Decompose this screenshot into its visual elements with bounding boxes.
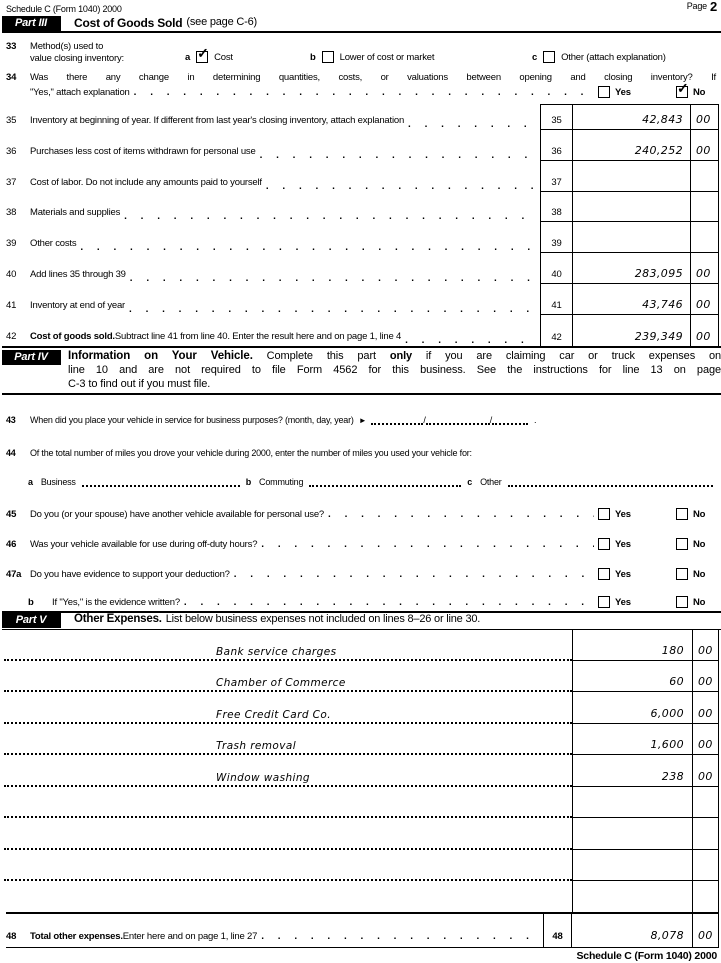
line35-amount-field[interactable]: 42,843 (573, 104, 690, 130)
expense-row (4, 818, 719, 850)
expense-row (4, 787, 719, 819)
expense-cents-field[interactable]: 00 (692, 661, 719, 693)
line44-number: 44 (6, 448, 16, 458)
expense-description-field[interactable] (4, 850, 572, 882)
expense-amount-field[interactable] (572, 850, 692, 882)
line42-description: Cost of goods sold. Subtract line 41 from line 40. Enter the result here and on page 1, line 4 (30, 331, 402, 342)
dot-leader (405, 335, 536, 346)
line37-number: 37 (6, 177, 17, 188)
part5-table (4, 629, 719, 913)
line37-description: Cost of labor. Do not include any amounts paid to yourself (30, 177, 262, 188)
cost-checkbox[interactable] (196, 51, 208, 63)
line45-yes-group (598, 508, 676, 520)
part4-header-bar (2, 346, 721, 395)
line46-no-group (676, 538, 719, 550)
line48-cents-field[interactable]: 00 (692, 914, 719, 947)
line36-description: Purchases less cost of items withdrawn for personal use (30, 146, 256, 157)
yes-label: Yes (615, 596, 631, 608)
date-slash: / (423, 415, 426, 425)
dot-leader (328, 509, 594, 520)
other-method-checkbox[interactable] (543, 51, 555, 63)
line35-box-number: 35 (540, 104, 573, 130)
form-footer: Schedule C (Form 1040) 2000 (576, 950, 717, 962)
line46-text: Was your vehicle available for use during off-duty hours? (30, 539, 258, 550)
line41-cents-field[interactable]: 00 (690, 284, 719, 315)
line47a-no-group (676, 568, 719, 580)
line46-no-checkbox[interactable] (676, 538, 688, 550)
expense-row (4, 881, 719, 913)
dot-leader (260, 150, 536, 161)
dot-leader (134, 87, 594, 98)
part5-title: Other Expenses. (74, 613, 162, 625)
line45-yes-checkbox[interactable] (598, 508, 610, 520)
expense-description-field[interactable]: Window washing (4, 755, 572, 787)
no-label: No (693, 596, 706, 608)
expense-cents-field[interactable]: 00 (692, 692, 719, 724)
expense-description-field[interactable] (4, 818, 572, 850)
part5-header-bar (2, 611, 721, 630)
line45-number: 45 (6, 509, 17, 520)
dot-leader (124, 211, 536, 222)
part3-title: Cost of Goods Sold (74, 16, 183, 30)
line46-yes-group (598, 538, 676, 550)
part5-subtitle: List below business expenses not included on lines 8–26 or line 30. (165, 613, 481, 625)
line48-number: 48 (6, 931, 17, 942)
line43-period: . (534, 415, 537, 425)
line45-text: Do you (or your spouse) have another vehicle available for personal use? (30, 509, 325, 520)
date-month-field[interactable] (371, 413, 426, 425)
line41-number: 41 (6, 300, 17, 311)
line39-number: 39 (6, 238, 17, 249)
line48-amount-field[interactable]: 8,078 (650, 929, 684, 942)
dot-leader (261, 539, 594, 550)
line46-yes-checkbox[interactable] (598, 538, 610, 550)
line40-box-number: 40 (540, 253, 573, 284)
line39-cents-field[interactable] (690, 222, 719, 253)
part3-header-bar (2, 16, 721, 33)
line41-description: Inventory at end of year (30, 300, 126, 311)
expense-row (4, 692, 719, 724)
expense-amount-field[interactable]: 60 (572, 661, 692, 693)
part4-instructions-line2: line 10 and are not required to file Form 4562 for this business. See the instructions for line 13 on page (68, 364, 721, 376)
line48-text: Total other expenses. Enter here and on page 1, line 27 (30, 931, 258, 942)
line34-row (30, 84, 719, 98)
expense-row (4, 755, 719, 787)
expense-cents-field[interactable]: 00 (692, 629, 719, 661)
line43-number: 43 (6, 415, 16, 425)
line42-amount-field[interactable]: 239,349 (634, 330, 683, 343)
expense-description-field[interactable]: Free Credit Card Co. (4, 692, 572, 724)
line33-text-1: Method(s) used to (30, 41, 104, 52)
expense-cents-field[interactable]: 00 (692, 755, 719, 787)
line37-box-number: 37 (540, 161, 573, 192)
line34-text-1: Was there any change in determining quantities, costs, or valuations between opening and closing inventory? If (30, 72, 716, 83)
dot-leader (80, 242, 536, 253)
line40-description: Add lines 35 through 39 (30, 269, 126, 280)
expense-cents-field[interactable] (692, 850, 719, 882)
part5-badge: Part V (2, 613, 61, 628)
table-row (6, 130, 719, 161)
expense-amount-field[interactable]: 238 (572, 755, 692, 787)
table-row (6, 284, 719, 315)
line42-box-number: 42 (540, 315, 573, 346)
no-label: No (693, 568, 706, 580)
line47a-yes-checkbox[interactable] (598, 568, 610, 580)
line41-box-number: 41 (540, 284, 573, 315)
mileage-letter-c: c (467, 477, 473, 487)
line41-amount-field[interactable]: 43,746 (573, 284, 690, 315)
dot-leader (266, 181, 536, 192)
yes-label: Yes (615, 508, 631, 520)
part3-table (6, 104, 719, 346)
no-label: No (693, 538, 706, 550)
line33-text-2: value closing inventory: (30, 53, 124, 64)
line46-row (6, 535, 719, 550)
line47b-yes-checkbox[interactable] (598, 596, 610, 608)
expense-amount-field[interactable] (572, 881, 692, 913)
line36-number: 36 (6, 146, 17, 157)
option-letter-c: c (532, 51, 538, 63)
expense-row (4, 629, 719, 661)
line39-box-number: 39 (540, 222, 573, 253)
line47b-text: If "Yes," is the evidence written? (52, 597, 180, 608)
part4-instructions (68, 349, 721, 391)
yes-label: Yes (615, 538, 631, 550)
form-header-title: Schedule C (Form 1040) 2000 (6, 4, 122, 14)
line36-box-number: 36 (540, 130, 573, 161)
table-row (6, 161, 719, 192)
cost-label: Cost (214, 51, 233, 63)
line33-option-other (532, 51, 666, 63)
mileage-letter-b: b (245, 477, 252, 487)
line47a-yes-group (598, 568, 676, 580)
line44-text: Of the total number of miles you drove your vehicle during 2000, enter the number of miles you used your vehicle for: (30, 448, 472, 458)
table-row (6, 222, 719, 253)
part3-title-note: (see page C-6) (186, 16, 257, 28)
line34-text-2: "Yes," attach explanation (30, 87, 130, 98)
expense-cents-field[interactable] (692, 818, 719, 850)
other-miles-field[interactable] (508, 475, 713, 487)
dot-leader (234, 569, 594, 580)
expense-row (4, 724, 719, 756)
line35-number: 35 (6, 115, 17, 126)
line42-cents-field[interactable]: 00 (690, 315, 719, 346)
page-number (687, 1, 717, 12)
part4-instructions-line1: Information on Your Vehicle. Complete this part only if you are claiming car or truck expenses on (68, 350, 721, 362)
line38-number: 38 (6, 207, 17, 218)
line34-yes-group (598, 86, 676, 98)
line47a-text: Do you have evidence to support your deduction? (30, 569, 230, 580)
line39-amount-field[interactable] (573, 222, 690, 253)
dot-leader (408, 119, 536, 130)
page-label: Page (686, 1, 707, 11)
line38-amount-field[interactable] (573, 192, 690, 222)
option-letter-a: a (185, 51, 191, 63)
page-number-value: 2 (709, 0, 717, 14)
line47a-no-checkbox[interactable] (676, 568, 688, 580)
line35-cents-field[interactable]: 00 (690, 104, 719, 130)
line45-row (6, 505, 719, 520)
line33-option-lower (310, 51, 434, 63)
line46-number: 46 (6, 539, 17, 550)
dot-leader (184, 597, 594, 608)
yes-label: Yes (615, 86, 631, 98)
dot-leader (129, 304, 536, 315)
line39-description: Other costs (30, 238, 77, 249)
line37-amount-field[interactable] (573, 161, 690, 192)
expense-row (4, 661, 719, 693)
commuting-miles-label: Commuting (259, 477, 304, 487)
expense-row (4, 850, 719, 882)
other-miles-label: Other (480, 477, 502, 487)
expense-cents-field[interactable]: 00 (692, 724, 719, 756)
table-row (6, 253, 719, 284)
line38-cents-field[interactable] (690, 192, 719, 222)
expense-amount-field[interactable]: 180 (572, 629, 692, 661)
line48-row (6, 912, 719, 948)
expense-description-field[interactable]: Chamber of Commerce (4, 661, 572, 693)
expense-cents-field[interactable] (692, 787, 719, 819)
line40-amount-field[interactable]: 283,095 (573, 253, 690, 284)
line37-cents-field[interactable] (690, 161, 719, 192)
lower-cost-checkbox[interactable] (322, 51, 334, 63)
line42-number: 42 (6, 331, 17, 342)
line45-no-group (676, 508, 719, 520)
line40-cents-field[interactable]: 00 (690, 253, 719, 284)
line34-number: 34 (6, 72, 17, 83)
expense-amount-field[interactable]: 1,600 (572, 724, 692, 756)
business-miles-field[interactable] (82, 475, 240, 487)
table-row (6, 192, 719, 222)
line47a-row (6, 565, 719, 580)
line47b-row (6, 593, 719, 608)
line48-box-number: 48 (543, 914, 572, 947)
expense-amount-field[interactable] (572, 787, 692, 819)
expense-cents-field[interactable] (692, 881, 719, 913)
table-row (6, 104, 719, 130)
line33-option-cost (185, 51, 233, 63)
dot-leader (130, 273, 536, 284)
part4-badge: Part IV (2, 350, 61, 365)
expense-description-field[interactable]: Trash removal (4, 724, 572, 756)
expense-description-field[interactable] (4, 881, 572, 913)
business-miles-label: Business (40, 477, 76, 487)
date-year-field[interactable] (489, 413, 528, 425)
line38-box-number: 38 (540, 192, 573, 222)
lower-cost-label: Lower of cost or market (339, 51, 435, 63)
date-slash: / (489, 415, 493, 425)
table-row (6, 315, 719, 346)
dot-leader (261, 931, 539, 942)
other-method-label: Other (attach explanation) (561, 51, 666, 63)
line43-row (6, 410, 719, 425)
line44-mileage-row (28, 472, 719, 487)
expense-amount-field[interactable]: 6,000 (572, 692, 692, 724)
line36-amount-field[interactable]: 240,252 (573, 130, 690, 161)
expense-description-field[interactable]: Bank service charges (4, 629, 572, 661)
expense-description-field[interactable] (4, 787, 572, 819)
expense-amount-field[interactable] (572, 818, 692, 850)
line34-no-checkbox[interactable] (676, 86, 688, 98)
line36-cents-field[interactable]: 00 (690, 130, 719, 161)
line43-text: When did you place your vehicle in service for business purposes? (month, day, year) (30, 415, 354, 425)
line38-description: Materials and supplies (30, 207, 121, 218)
line44-row (6, 443, 719, 458)
line33-number: 33 (6, 41, 17, 52)
commuting-miles-field[interactable] (309, 475, 461, 487)
part3-badge: Part III (2, 16, 61, 31)
line40-number: 40 (6, 269, 17, 280)
line47b-no-checkbox[interactable] (676, 596, 688, 608)
part4-instructions-line3: C-3 to find out if you must file. (68, 378, 211, 390)
mileage-letter-a: a (28, 477, 33, 487)
line34-yes-checkbox[interactable] (598, 86, 610, 98)
yes-label: Yes (615, 568, 631, 580)
line47b-number: b (28, 597, 34, 608)
date-day-field[interactable] (426, 413, 493, 425)
no-label: No (693, 86, 706, 98)
line45-no-checkbox[interactable] (676, 508, 688, 520)
line34-no-group (676, 86, 719, 98)
line47b-yes-group (598, 596, 676, 608)
option-letter-b: b (310, 51, 316, 63)
no-label: No (693, 508, 706, 520)
right-arrow-icon: ► (358, 416, 367, 425)
line35-description: Inventory at beginning of year. If different from last year's closing inventory, attach explanation (30, 115, 405, 126)
line47b-no-group (676, 596, 719, 608)
line47a-number: 47a (6, 569, 22, 580)
